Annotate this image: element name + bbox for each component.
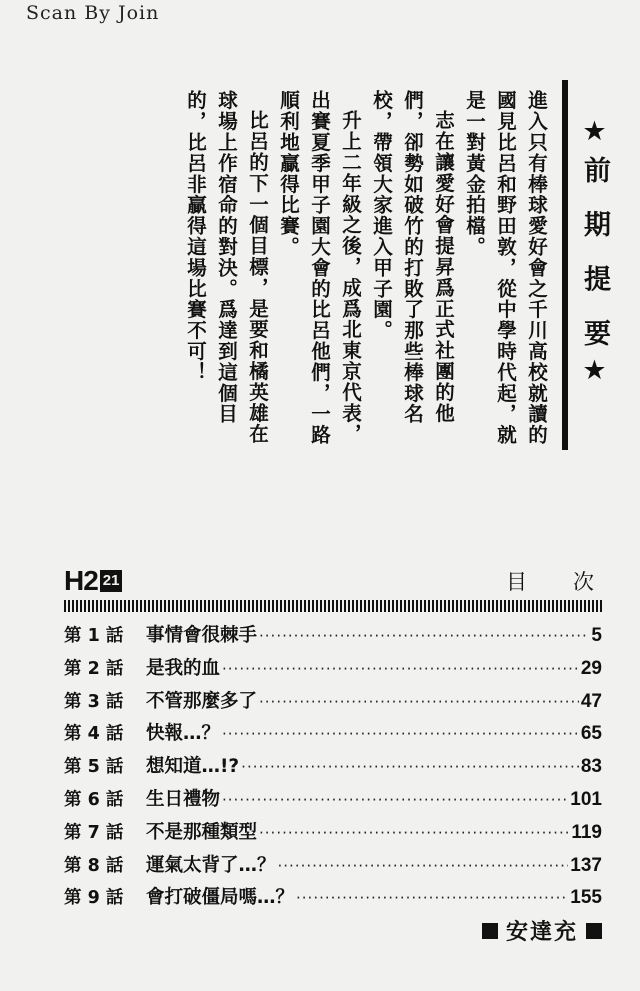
chapter-number: 第 9 話 (64, 888, 124, 909)
page-number: 5 (591, 625, 602, 646)
chapter-title: 事情會很棘手 (146, 625, 258, 646)
leader-dots (222, 725, 579, 743)
leader-dots (259, 824, 569, 842)
chapter-number: 第 5 話 (64, 757, 124, 778)
toc-row (64, 883, 602, 916)
chapter-number: 第 6 話 (64, 789, 124, 810)
synopsis-title: ★前 期 提 要★ (579, 116, 610, 396)
chapter-title: 不是那種類型 (146, 821, 258, 843)
synopsis-panel (78, 80, 610, 450)
synopsis-paragraph: 志在讓愛好會提昇爲正式社團的他們，卻勢如破竹的打敗了那些棒球名校，帶領大家進入甲子園。 (370, 90, 455, 425)
leader-dots (222, 791, 568, 809)
contents-heading: 目次 (506, 570, 640, 594)
synopsis-paragraph: 比呂的下一個目標，是要和橘英雄在球場上作宿命的對決。爲達到這個目的，比呂非贏得這場比賽不可！ (184, 90, 269, 444)
page-number: 47 (580, 690, 602, 712)
square-bullet-icon (586, 923, 602, 939)
leader-dots (241, 758, 579, 776)
chapter-title: 生日禮物 (146, 788, 221, 810)
toc-row (64, 719, 602, 752)
page-number: 101 (570, 788, 602, 810)
toc-row (64, 851, 602, 884)
page-number: 83 (580, 756, 602, 778)
chapter-title: 運氣太背了…？ (146, 854, 276, 876)
leader-dots (222, 660, 579, 678)
leader-dots (259, 627, 589, 645)
scanner-credit: Scan By Join (26, 2, 160, 24)
page-number: 137 (570, 854, 602, 876)
chapter-title: 快報…？ (146, 723, 221, 745)
series-logo (64, 567, 122, 595)
page-number: 65 (580, 723, 602, 745)
chapter-number: 第 4 話 (64, 724, 124, 745)
chapter-number: 第 7 話 (64, 822, 124, 843)
chapter-number: 第 8 話 (64, 855, 124, 876)
synopsis-body (180, 90, 552, 450)
chapter-title: 會打破僵局嗎…？ (146, 887, 295, 909)
chapter-number: 第 1 話 (64, 626, 124, 646)
contents-divider (64, 600, 602, 612)
toc-row (64, 687, 602, 720)
toc-row (64, 785, 602, 818)
toc-row (64, 654, 602, 687)
leader-dots (296, 889, 568, 907)
author-name: 安達充 (505, 920, 578, 945)
square-bullet-icon (482, 923, 498, 939)
synopsis-paragraph: 升上二年級之後，成爲北東京代表，出賽夏季甲子園大會的比呂他們，一路順利地贏得比賽。 (277, 90, 362, 446)
author-credit (482, 915, 602, 946)
leader-dots (278, 857, 569, 875)
table-of-contents (64, 621, 602, 916)
chapter-title: 是我的血 (146, 657, 221, 679)
series-logo-text: H2 (64, 565, 98, 596)
synopsis-paragraph: 進入只有棒球愛好會之千川高校就讀的國見比呂和野田敦，從中學時代起，就是一對黃金拍檔。 (463, 90, 548, 446)
synopsis-divider (562, 80, 568, 450)
chapter-title: 想知道…!? (146, 756, 240, 778)
page-number: 29 (580, 657, 602, 679)
leader-dots (259, 693, 579, 711)
page-number: 119 (571, 821, 602, 843)
toc-row (64, 818, 602, 851)
volume-badge: 21 (100, 570, 123, 592)
chapter-title: 不管那麼多了 (146, 690, 258, 712)
chapter-number: 第 3 話 (64, 691, 124, 712)
chapter-number: 第 2 話 (64, 658, 124, 679)
toc-row (64, 621, 602, 654)
toc-row (64, 752, 602, 785)
page-number: 155 (570, 887, 602, 909)
